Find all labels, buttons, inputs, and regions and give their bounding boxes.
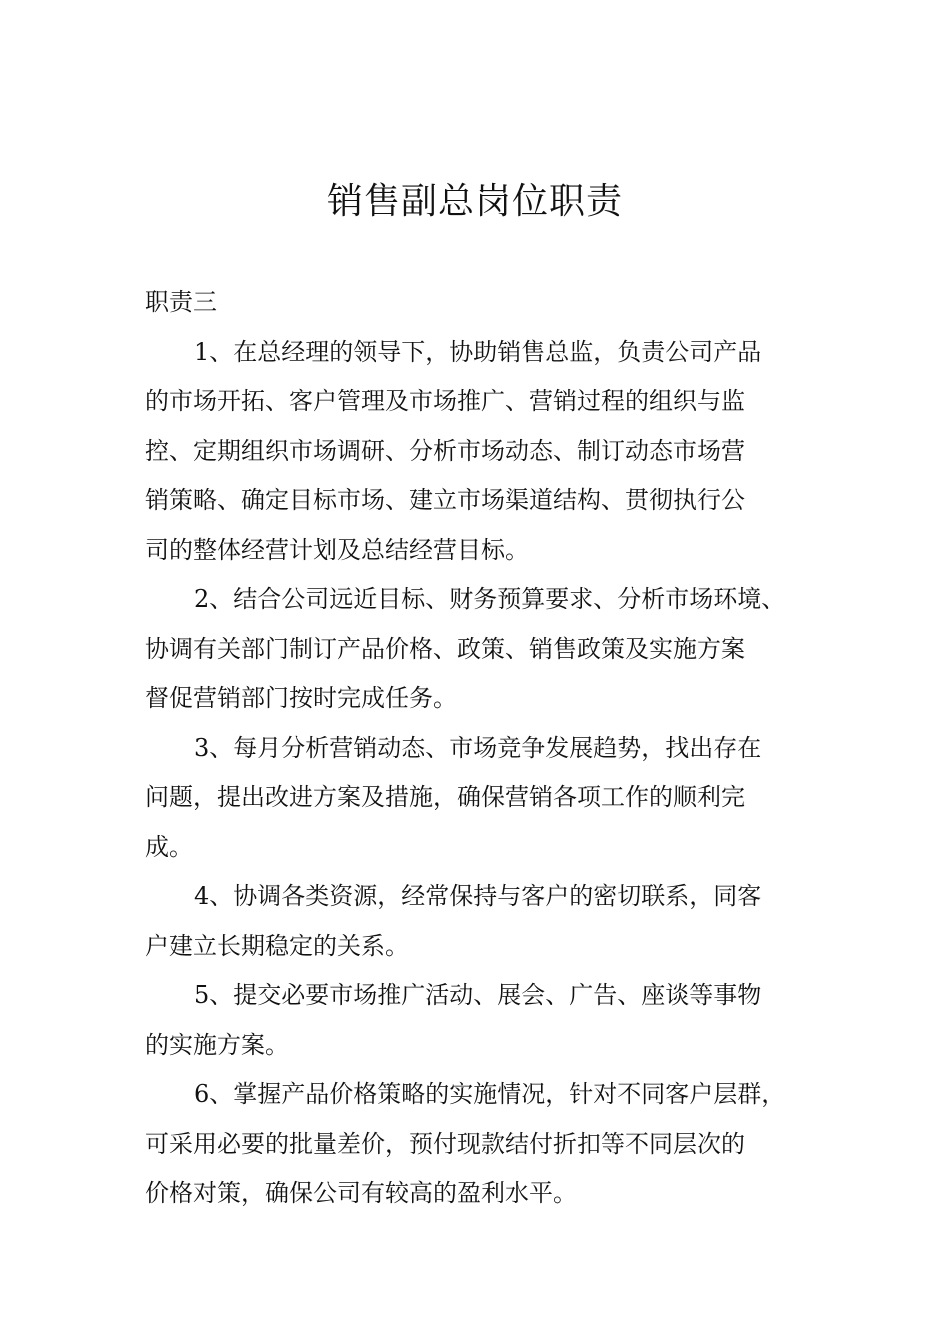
paragraph-line: 4、协调各类资源，经常保持与客户的密切联系，同客 [194,882,762,910]
paragraph-line: 协调有关部门制订产品价格、政策、销售政策及实施方案 [145,634,745,663]
paragraph-line: 户建立长期稳定的关系。 [145,931,409,960]
paragraph-line: 控、定期组织市场调研、分析市场动态、制订动态市场营 [145,436,745,465]
paragraph-line: 成。 [145,832,193,861]
paragraph-line: 3、每月分析营销动态、市场竞争发展趋势，找出存在 [194,733,762,762]
paragraph-line: 销策略、确定目标市场、建立市场渠道结构、贯彻执行公 [145,486,745,514]
paragraph-line: 可采用必要的批量差价，预付现款结付折扣等不同层次的 [145,1129,745,1158]
duty-paragraph-5 [145,971,825,1070]
paragraph-line: 督促营销部门按时完成任务。 [145,684,457,712]
document-body [145,278,825,1219]
paragraph-line: 5、提交必要市场推广活动、展会、广告、座谈等事物 [194,981,762,1009]
paragraph-line: 的实施方案。 [145,1030,289,1059]
paragraph-line: 的市场开拓、客户管理及市场推广、营销过程的组织与监 [145,387,745,415]
paragraph-line: 价格对策，确保公司有较高的盈利水平。 [145,1179,577,1207]
duty-paragraph-1 [145,328,825,576]
duty-paragraph-6 [145,1070,825,1219]
paragraph-line: 司的整体经营计划及总结经营目标。 [145,535,529,564]
duty-paragraph-2 [145,575,825,724]
paragraph-line: 1、在总经理的领导下，协助销售总监，负责公司产品 [194,337,762,366]
duty-paragraph-4 [145,872,825,971]
document-title: 销售副总岗位职责 [326,181,623,222]
duty-paragraph-3 [145,724,825,873]
section-heading: 职责三 [145,288,217,316]
paragraph-line: 6、掌握产品价格策略的实施情况，针对不同客户层群， [194,1080,786,1108]
paragraph-line: 问题，提出改进方案及措施，确保营销各项工作的顺利完 [145,783,745,811]
paragraph-line: 2、结合公司远近目标、财务预算要求、分析市场环境、 [194,585,786,613]
